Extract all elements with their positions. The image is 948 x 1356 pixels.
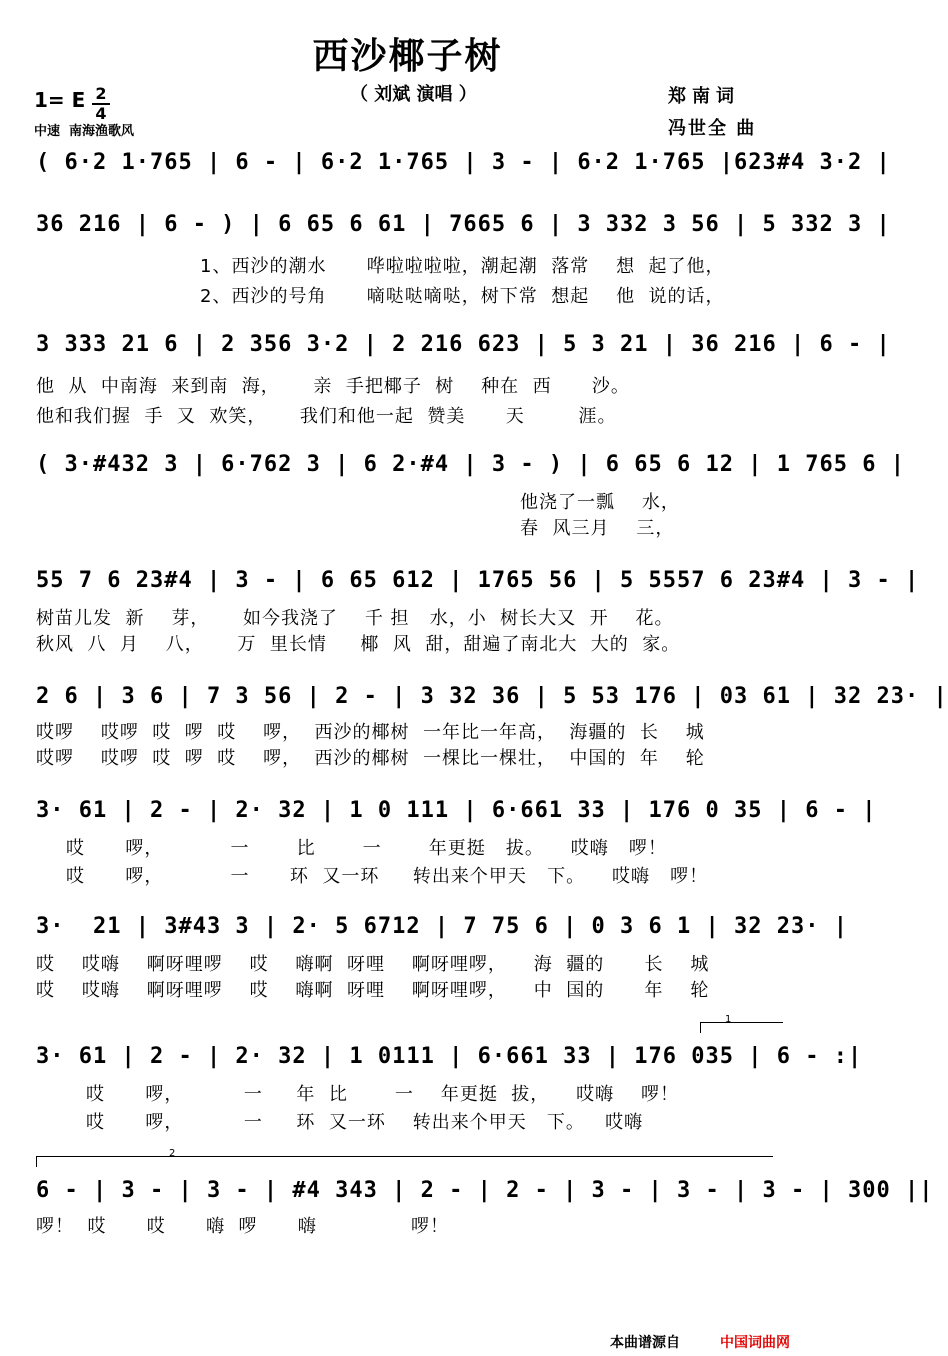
footer-site-link[interactable]: 中国词曲网 [720,1335,790,1351]
notation-row-10: 6 - | 3 - | 3 - | #4 343 | 2 - | 2 - | 3 - | 3 - | 3 - | 300 || [36,1178,934,1203]
lyric-row-6-verse-2: 哎啰 哎啰 哎 啰 哎 啰， 西沙的椰树 一棵比一棵壮， 中国的 年 轮 [36,748,705,769]
lyric-row-4-verse-2: 春 风三月 三， [520,518,675,539]
song-title: 西沙椰子树 [312,36,503,77]
lyric-row-5-verse-1: 树苗儿发 新 芽， 如今我浇了 千 担 水，小 树长大又 开 花。 [36,608,674,629]
lyric-row-10: 啰！ 哎 哎 嗨 啰 嗨 啰！ [36,1216,449,1237]
time-signature-bottom: 4 [95,104,107,123]
lyric-row-7-verse-2: 哎 啰， 一 环 又一环 转出来个甲天 下。 哎嗨 啰！ [66,866,709,887]
second-ending-number: 2 [169,1148,176,1159]
notation-row-1: ( 6·2 1·765 | 6 - | 6·2 1·765 | 3 - | 6·2 1·765 |623#4 3·2 | [36,150,891,175]
lyric-row-7-verse-1: 哎 啰， 一 比 一 年更挺 拔。 哎嗨 啰！ [66,838,667,859]
notation-row-9: 3· 61 | 2 - | 2· 32 | 1 0111 | 6·661 33 | 176 035 | 6 - :| [36,1044,863,1069]
notation-row-8: 3· 21 | 3#43 3 | 2· 5 6712 | 7 75 6 | 0 3 6 1 | 32 23· | [36,914,848,939]
first-ending-number: 1 [725,1014,732,1025]
lyric-row-8-verse-1: 哎 哎嗨 啊呀哩啰 哎 嗨啊 呀哩 啊呀哩啰， 海 疆的 长 城 [36,954,710,975]
notation-row-2: 36 216 | 6 - ) | 6 65 6 61 | 7665 6 | 3 332 3 56 | 5 332 3 | [36,212,891,237]
lyric-row-6-verse-1: 哎啰 哎啰 哎 啰 哎 啰， 西沙的椰树 一年比一年高， 海疆的 长 城 [36,722,705,743]
notation-row-3: 3 333 21 6 | 2 356 3·2 | 2 216 623 | 5 3 21 | 36 216 | 6 - | [36,332,891,357]
time-signature-top: 2 [95,84,107,103]
lyric-row-2-verse-2: 2、西沙的号角 嘀哒哒嘀哒，树下常 想起 他 说的话， [200,286,725,307]
notation-row-6: 2 6 | 3 6 | 7 3 56 | 2 - | 3 32 36 | 5 53 176 | 03 61 | 32 23· | [36,684,948,709]
lyric-row-8-verse-2: 哎 哎嗨 啊呀哩啰 哎 嗨啊 呀哩 啊呀哩啰， 中 国的 年 轮 [36,980,710,1001]
lyric-row-2-verse-1: 1、西沙的潮水 哗啦啦啦啦，潮起潮 落常 想 起了他， [200,256,725,277]
footer-source: 本曲谱源自 [610,1335,680,1351]
lyric-row-9-verse-2: 哎 啰， 一 环 又一环 转出来个甲天 下。 哎嗨 [86,1112,644,1133]
lyricist-credit: 郑南词 [668,86,740,107]
lyric-row-3-verse-2: 他和我们握 手 又 欢笑， 我们和他一起 赞美 天 涯。 [36,406,617,427]
key-signature: 1= E [34,88,86,112]
notation-row-5: 55 7 6 23#4 | 3 - | 6 65 612 | 1765 56 | 5 5557 6 23#4 | 3 - | [36,568,920,593]
first-ending-bracket [700,1014,783,1033]
notation-row-4: ( 3·#432 3 | 6·762 3 | 6 2·#4 | 3 - ) | 6 65 6 12 | 1 765 6 | [36,452,905,477]
lyric-row-4-verse-1: 他浇了一瓢 水， [520,492,680,513]
lyric-row-3-verse-1: 他 从 中南海 来到南 海， 亲 手把椰子 树 种在 西 沙。 [36,376,630,397]
singer-credit: （ 刘斌 演唱 ） [350,84,477,105]
composer-credit: 冯世全 曲 [668,118,757,139]
lyric-row-9-verse-1: 哎 啰， 一 年 比 一 年更挺 拔， 哎嗨 啰！ [86,1084,680,1105]
second-ending-bracket [36,1148,773,1167]
time-signature [92,86,110,122]
notation-row-7: 3· 61 | 2 - | 2· 32 | 1 0 111 | 6·661 33 | 176 0 35 | 6 - | [36,798,877,823]
tempo-marking: 中速 南海渔歌风 [34,124,135,139]
lyric-row-5-verse-2: 秋风 八 月 八， 万 里长情 椰 风 甜，甜遍了南北大 大的 家。 [36,634,681,655]
